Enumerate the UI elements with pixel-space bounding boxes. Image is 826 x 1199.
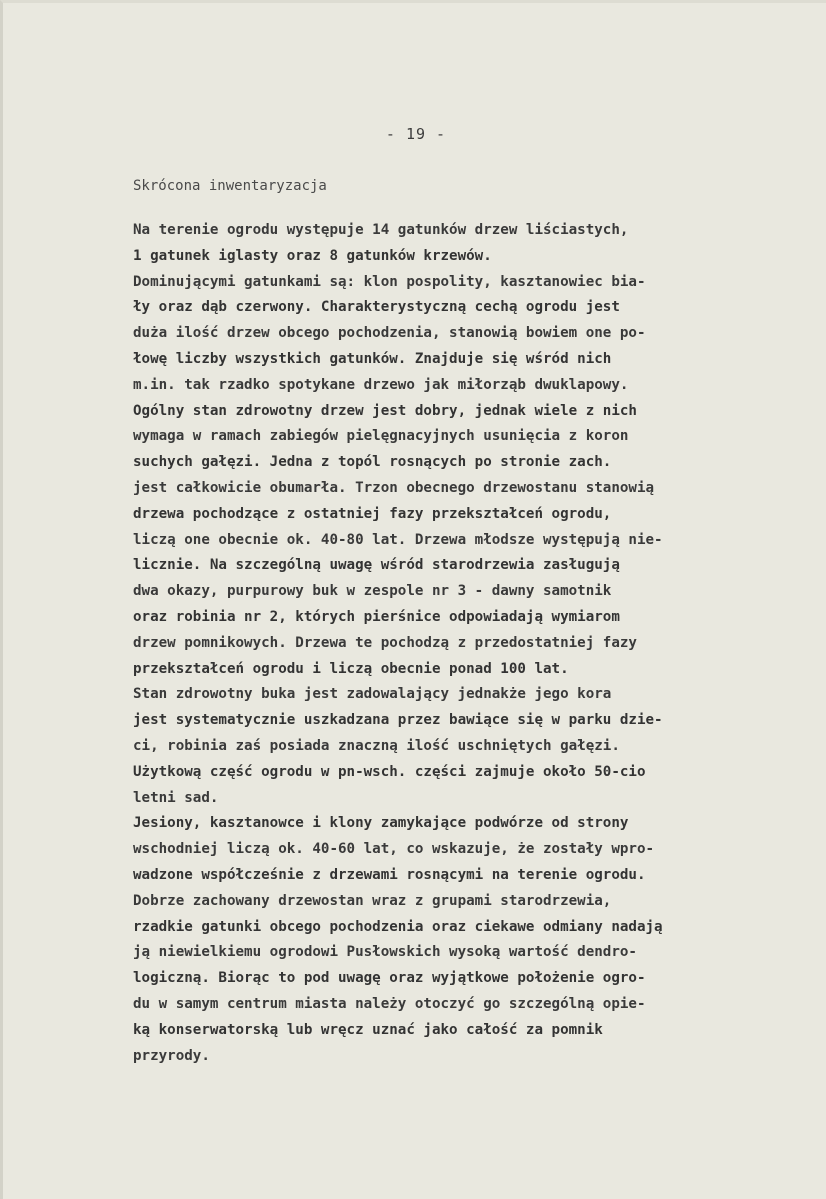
text-line: Na terenie ogrodu występuje 14 gatunków drzew liściastych, [133,222,629,238]
text-line: wymaga w ramach zabiegów pielęgnacyjnych usunięcia z koron [133,428,629,445]
text-line: dwa okazy, purpurowy buk w zespole nr 3 - dawny samotnik [133,583,612,600]
text-line: jest całkowicie obumarła. Trzon obecnego drzewostanu stanowią [133,479,655,496]
text-line: ły oraz dąb czerwony. Charakterystyczną cechą ogrodu jest [133,299,620,316]
page-number: - 19 - [385,125,447,143]
text-line: przekształceń ogrodu i liczą obecnie ponad 100 lat. [133,660,569,677]
text-line: Dobrze zachowany drzewostan wraz z grupami starodrzewia, [133,892,612,909]
text-line: rzadkie gatunki obcego pochodzenia oraz ciekawe odmiany nadają [133,918,663,935]
body-text [133,218,793,1069]
text-line: licznie. Na szczególną uwagę wśród starodrzewia zasługują [133,557,620,574]
text-line: suchych gałęzi. Jedna z topól rosnących po stronie zach. [133,454,612,471]
text-line: 1 gatunek iglasty oraz 8 gatunków krzewów. [133,247,492,264]
text-line: Użytkową część ogrodu w pn-wsch. części zajmuje około 50-cio [133,763,646,780]
text-line: drzewa pochodzące z ostatniej fazy przekształceń ogrodu, [133,505,612,522]
text-line: ją niewielkiemu ogrodowi Pusłowskich wysoką wartość dendro- [133,944,637,961]
text-line: du w samym centrum miasta należy otoczyć go szczególną opie- [133,995,646,1012]
text-line: ką konserwatorską lub wręcz uznać jako całość za pomnik [133,1021,603,1038]
text-line: drzew pomnikowych. Drzewa te pochodzą z przedostatniej fazy [133,634,637,651]
text-line: wadzone współcześnie z drzewami rosnącymi na terenie ogrodu. [133,866,646,883]
text-line: przyrody. [133,1047,210,1064]
text-line: m.in. tak rzadko spotykane drzewo jak miłorząb dwuklapowy. [133,376,629,393]
text-line: jest systematycznie uszkadzana przez bawiące się w parku dzie- [133,712,663,729]
text-line: ci, robinia zaś posiada znaczną ilość uschniętych gałęzi. [133,737,620,754]
text-line: oraz robinia nr 2, których pierśnice odpowiadają wymiarom [133,608,620,625]
text-line: letni sad. [133,789,219,806]
text-line: logiczną. Biorąc to pod uwagę oraz wyjątkowe położenie ogro- [133,970,646,987]
text-line: Jesiony, kasztanowce i klony zamykające podwórze od strony [133,815,629,832]
text-line: łowę liczby wszystkich gatunków. Znajduje się wśród nich [133,350,612,367]
section-heading: Skrócona inwentaryzacja [133,178,327,194]
text-line: duża ilość drzew obcego pochodzenia, stanowią bowiem one po- [133,325,646,342]
text-line: Dominującymi gatunkami są: klon pospolity, kasztanowiec bia- [133,273,646,290]
text-line: liczą one obecnie ok. 40-80 lat. Drzewa młodsze występują nie- [133,531,663,548]
text-line: wschodniej liczą ok. 40-60 lat, co wskazuje, że zostały wpro- [133,841,655,858]
text-line: Ogólny stan zdrowotny drzew jest dobry, jednak wiele z nich [133,402,637,419]
text-line: Stan zdrowotny buka jest zadowalający jednakże jego kora [133,686,612,703]
